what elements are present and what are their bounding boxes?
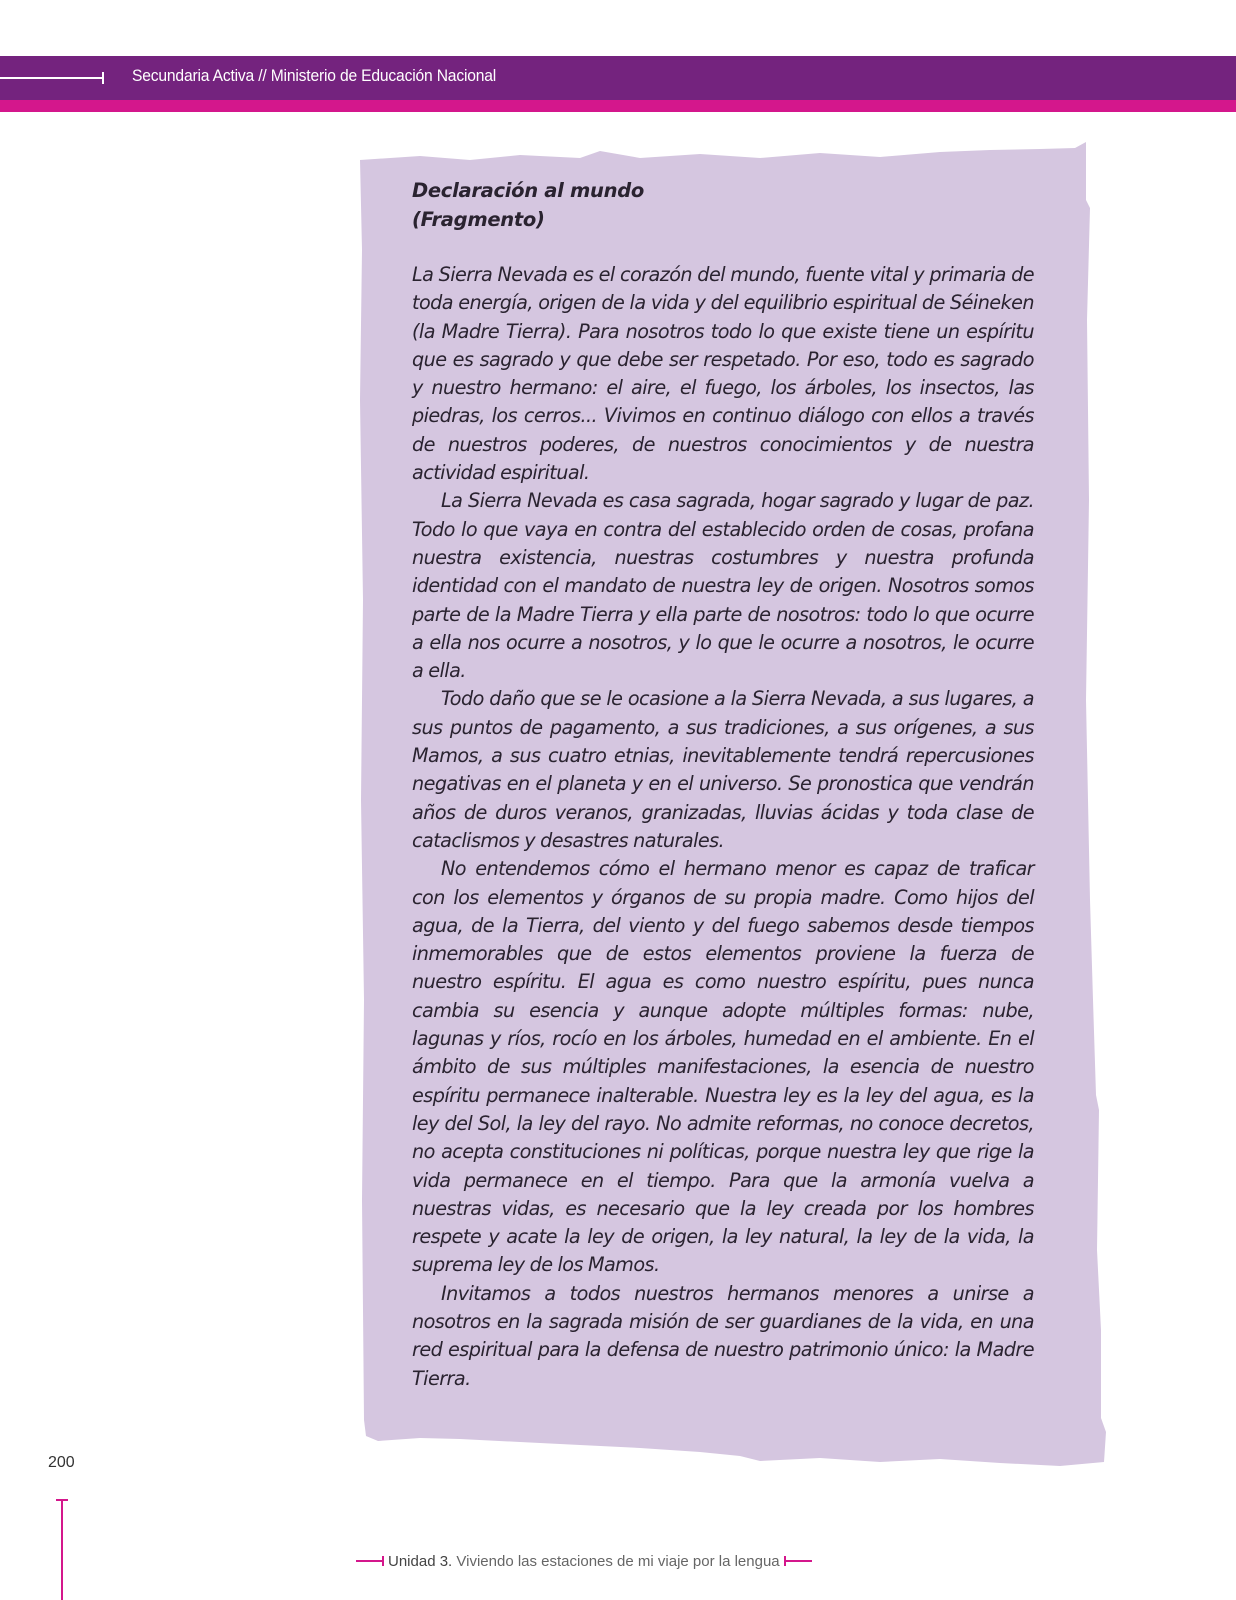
reading-paragraph: La Sierra Nevada es casa sagrada, hogar sagrado y lugar de paz. Todo lo que vaya en contra del establecido orden de cosas, profana nuestra existencia, nuestras costumbres y nuestra profunda identidad con el mandato de nuestra ley de origen. Nosotros somos parte de la Madre Tierra y ella parte de nosotros: todo lo que ocurre a ella nos ocurre a nosotros, y lo que le ocurre a nosotros, le ocurre a ella.	[412, 489, 1034, 683]
reading-subtitle: (Fragmento)	[412, 208, 545, 231]
footer-topic: Viviendo las estaciones de mi viaje por la lengua	[456, 1552, 780, 1570]
reading-paragraph: La Sierra Nevada es el corazón del mundo, fuente vital y primaria de toda energía, origen de la vida y del equilibrio espiritual de Séineken (la Madre Tierra). Para nosotros todo lo que existe tiene un espíritu que es sagrado y que debe ser respetado. Por eso, todo es sagrado y nuestro hermano: el aire, el fuego, los árboles, los insectos, las piedras, los cerros... Vivimos en continuo diálogo con ellos a través de nuestros poderes, de nuestros conocimientos y de nuestra actividad espiritual.	[412, 263, 1034, 485]
footer-rule-right	[784, 1560, 812, 1562]
side-rule	[61, 1500, 63, 1600]
reading-paragraph: Todo daño que se le ocasione a la Sierra Nevada, a sus lugares, a sus puntos de pagamento, a sus tradiciones, a sus orígenes, a sus Mamos, a sus cuatro etnias, inevitablemente tendrá repercusiones negativas en el planeta y en el universo. Se pronostica que vendrán años de duros veranos, granizadas, lluvias ácidas y toda clase de cataclismos y desastres naturales.	[412, 687, 1034, 852]
footer-rule-left	[356, 1560, 384, 1562]
reading-passage	[412, 176, 1034, 1393]
page-number: 200	[48, 1454, 75, 1471]
footer-text	[388, 1553, 780, 1570]
header-title: Secundaria Activa // Ministerio de Educación Nacional	[132, 66, 497, 85]
reading-title: Declaración al mundo	[412, 179, 644, 202]
reading-paragraph: No entendemos cómo el hermano menor es capaz de traficar con los elementos y órganos de su propia madre. Como hijos del agua, de la Tierra, del viento y del fuego sabemos desde tiempos inmemorables que de estos elementos proviene la fuerza de nuestro espíritu. El agua es como nuestro espíritu, pues nunca cambia su esencia y aunque adopte múltiples formas: nube, lagunas y ríos, rocío en los árboles, humedad en el ambiente. En el ámbito de sus múltiples manifestaciones, la esencia de nuestro espíritu permanece inalterable. Nuestra ley es la ley del agua, es la ley del Sol, la ley del rayo. No admite reformas, no conoce decretos, no acepta constituciones ni políticas, porque nuestra ley que rige la vida permanece en el tiempo. Para que la armonía vuelva a nuestras vidas, es necesario que la ley creada por los hombres respete y acate la ley de origen, la ley natural, la ley de la vida, la suprema ley de los Mamos.	[412, 857, 1034, 1277]
footer	[356, 1551, 812, 1571]
footer-unit: Unidad 3.	[388, 1552, 453, 1570]
reading-paragraph: Invitamos a todos nuestros hermanos menores a unirse a nosotros en la sagrada misión de ser guardianes de la vida, en una red espiritual para la defensa de nuestro patrimonio único: la Madre Tierra.	[412, 1281, 1034, 1390]
